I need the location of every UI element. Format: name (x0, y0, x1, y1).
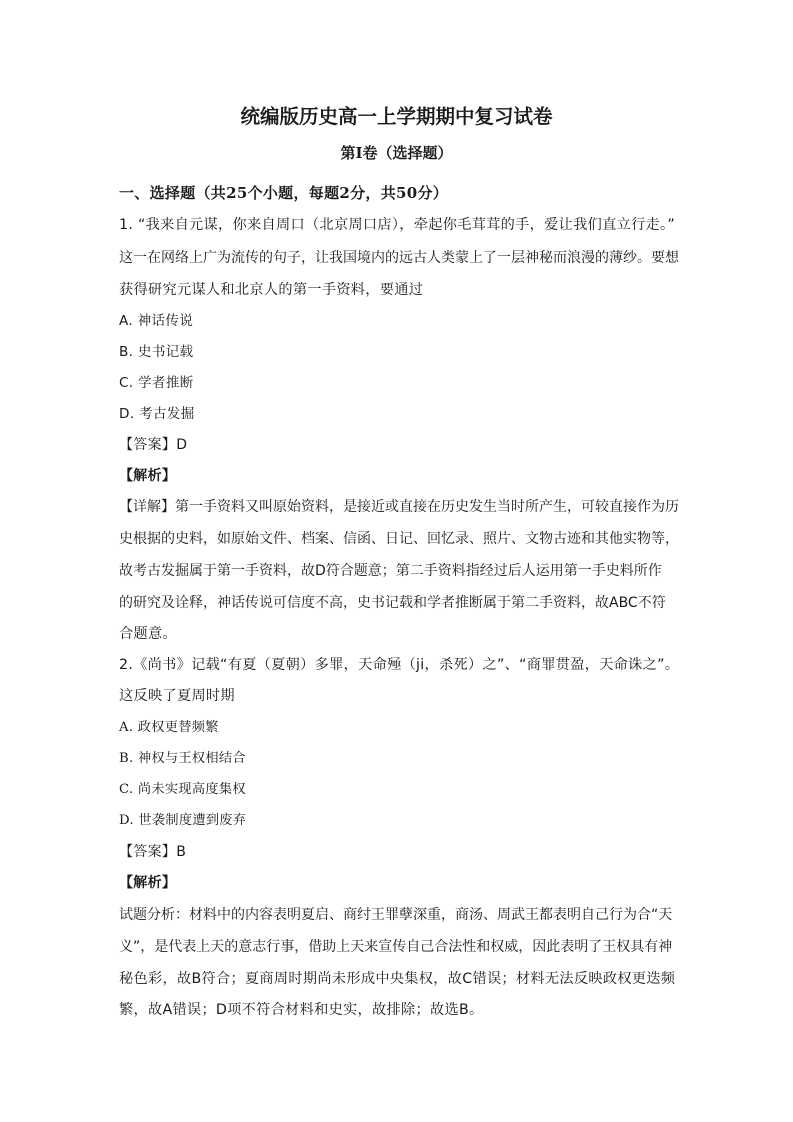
q2-option-d: D. 世袭制度遭到废弃 (119, 813, 247, 828)
q1-stem-line: 获得研究元谋人和北京人的第一手资料，要通过 (119, 282, 424, 298)
q1-stem-line: 这一在网络上广为流传的句子，让我国境内的远古人类蒙上了一层神秘而浪漫的薄纱。要想 (119, 250, 679, 266)
q1-option-a: A. 神话传说 (119, 313, 194, 329)
page-title: 统编版历史高一上学期期中复习试卷 (240, 105, 553, 128)
section-heading: 一、选择题（共25个小题，每题2分，共50分） (119, 184, 449, 202)
q2-option-a: A. 政权更替频繁 (119, 720, 219, 735)
q1-analysis-line: 合题意。 (119, 626, 177, 642)
q2-answer: 【答案】B (119, 844, 187, 860)
q1-analysis-line: 【详解】第一手资料又叫原始资料，是接近或直接在历史发生当时所产生，可较直接作为历 (119, 499, 679, 515)
page-subtitle: 第Ⅰ卷（选择题） (340, 144, 453, 162)
q2-stem-line: 这反映了夏周时期 (119, 688, 235, 704)
q2-analysis-line: 秘色彩，故B符合；夏商周时期尚未形成中央集权，故C错误；材料无法反映政权更迭频 (119, 971, 676, 987)
q2-analysis-line: 义”，是代表上天的意志行事，借助上天来宣传自己合法性和权威，因此表明了王权具有神 (119, 939, 673, 955)
q1-analysis-line: 故考古发掘属于第一手资料，故D符合题意；第二手资料指经过后人运用第一手史料所作 (119, 563, 662, 579)
q1-option-b: B. 史书记载 (119, 344, 194, 360)
q1-analysis-label: 【解析】 (119, 468, 177, 484)
q1-option-d: D. 考古发掘 (119, 406, 195, 422)
q1-answer: 【答案】D (119, 437, 188, 453)
q2-option-c: C. 尚未实现高度集权 (119, 782, 246, 797)
q2-stem-line: 2.《尚书》记载“有夏（夏朝）多罪，天命殛（ji，杀死）之”、“商罪贯盈，天命诛之”。 (119, 657, 680, 673)
q2-option-b: B. 神权与王权相结合 (119, 751, 246, 766)
q1-stem-line: 1. “我来自元谋，你来自周口（北京周口店），牵起你毛茸茸的手，爱让我们直立行走。” (119, 217, 676, 233)
q2-analysis-label: 【解析】 (119, 875, 177, 891)
q2-analysis-line: 繁，故A错误；D项不符合材料和史实，故排除；故选B。 (119, 1002, 484, 1018)
q1-option-c: C. 学者推断 (119, 375, 194, 391)
q2-analysis-line: 试题分析：材料中的内容表明夏启、商纣王罪孽深重，商汤、周武王都表明自己行为合“天 (119, 907, 673, 923)
q1-analysis-line: 史根据的史料，如原始文件、档案、信函、日记、回忆录、照片、文物古迹和其他实物等， (119, 531, 679, 547)
q1-analysis-line: 的研究及诠释，神话传说可信度不高，史书记载和学者推断属于第二手资料，故ABC不符 (119, 595, 666, 611)
